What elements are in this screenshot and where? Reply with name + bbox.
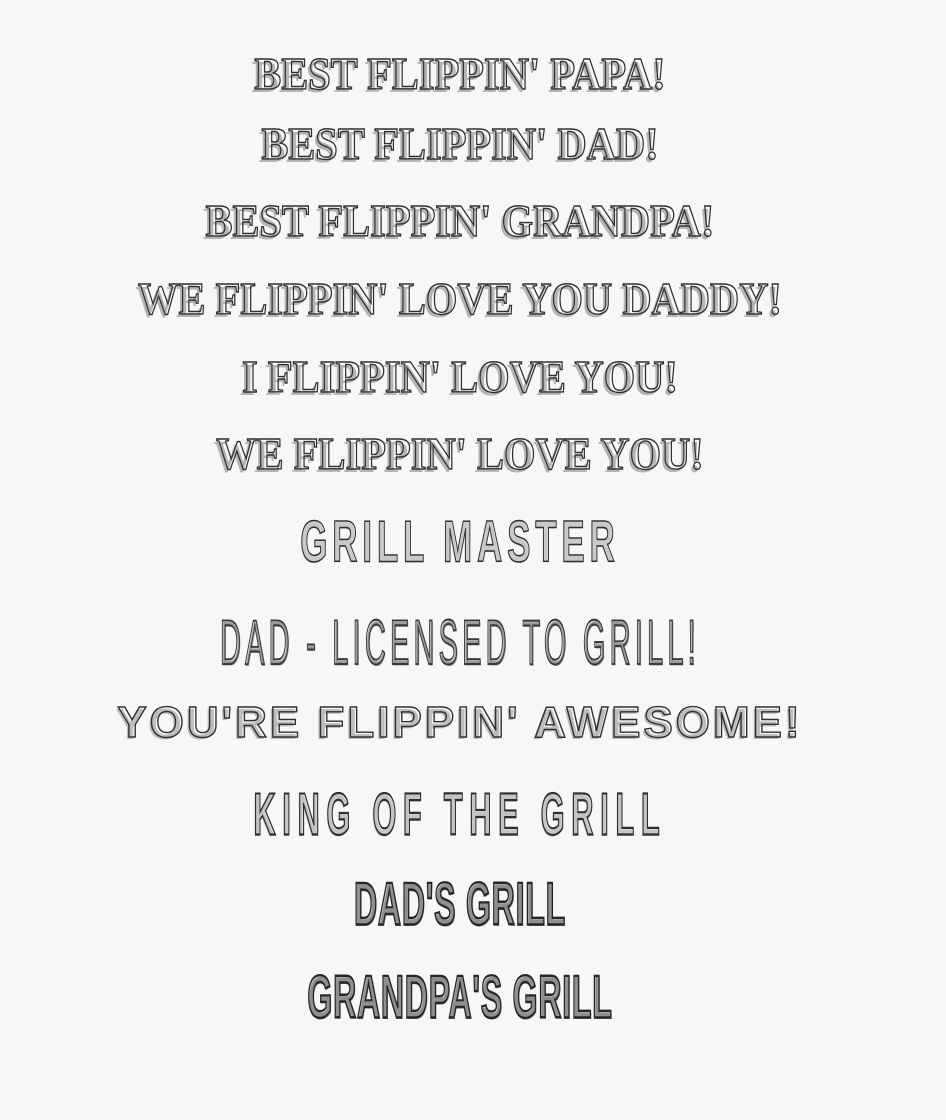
phrase-line: KING OF THE GRILL <box>253 780 667 848</box>
phrase-line: BEST FLIPPIN' PAPA! <box>254 48 666 99</box>
phrase-line: YOU'RE FLIPPIN' AWESOME! <box>117 698 803 747</box>
phrase-line: I FLIPPIN' LOVE YOU! <box>242 351 678 402</box>
phrase-line: WE FLIPPIN' LOVE YOU! <box>216 428 704 479</box>
phrase-line: GRILL MASTER <box>300 507 620 574</box>
phrase-line: DAD'S GRILL <box>354 872 566 938</box>
phrase-line: BEST FLIPPIN' DAD! <box>261 118 659 169</box>
phrase-line: WE FLIPPIN' LOVE YOU DADDY! <box>138 273 782 324</box>
phrase-line: DAD - LICENSED TO GRILL! <box>220 608 700 679</box>
phrase-line: GRANDPA'S GRILL <box>307 965 613 1031</box>
phrase-line: BEST FLIPPIN' GRANDPA! <box>205 195 715 246</box>
